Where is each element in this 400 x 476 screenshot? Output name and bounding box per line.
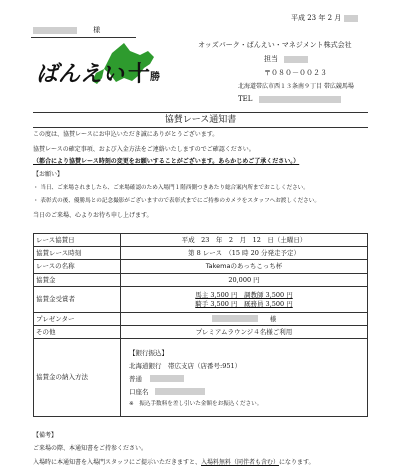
row-value: 20,000 円 (121, 274, 368, 287)
remarks-line-1: ご来場の際、本通知書をご持参ください。 (33, 445, 148, 452)
table-row (34, 313, 368, 326)
contact-name-redacted (284, 56, 308, 63)
row-label: レースの名称 (34, 260, 121, 274)
presenter-name-redacted (212, 315, 258, 322)
company-address: 北海道帯広市西１３条南９丁目 帯広競馬場 (238, 83, 354, 90)
row-label: レース協賛日 (34, 234, 121, 247)
table-row (34, 287, 368, 313)
remarks-heading: 【備考】 (33, 432, 58, 439)
remarks-line-2 (33, 458, 315, 467)
intro-line-2: 協賛レースの確定事項、および入金方法をご連絡いたしますのでご確認ください。 (33, 146, 255, 153)
row-label: その他 (34, 326, 121, 339)
row-label: プレゼンター (34, 313, 121, 326)
addressee (33, 25, 100, 35)
svg-text:ばんえい: ばんえい (36, 61, 125, 87)
issue-date (291, 13, 358, 23)
remarks-line-2-end: になります。 (279, 459, 315, 466)
row-label: 協賛金受賞者 (34, 287, 121, 313)
date-text: 平成 23 年 2 月 (291, 14, 342, 22)
remarks-free-entry: 入場料無料（同伴者も含む） (201, 459, 280, 466)
hokkaido-map-icon (34, 37, 184, 97)
notice-1: ・ 当日、ご来場されましたら、ご来場確認のため入場門１階西側つきあたり総合案内所までおこしください。 (33, 185, 309, 191)
addressee-name-redacted (33, 27, 77, 34)
presenter-suffix: 様 (269, 314, 277, 323)
table-row (34, 260, 368, 274)
tel-label: TEL (238, 95, 253, 103)
account-type (129, 373, 365, 386)
presenter-value (121, 313, 368, 326)
payment-heading: 【銀行振込】 (129, 348, 168, 357)
account-name-redacted (155, 388, 205, 395)
title-rule-top (33, 112, 368, 113)
prize-recipients (121, 287, 368, 313)
intro-line-3: （都合により協賛レース時刻の変更をお願いすることがございます。あらかじめご了承ください。） (33, 158, 300, 165)
notice-heading: 【お願い】 (33, 171, 64, 178)
svg-text:勝: 勝 (150, 72, 160, 83)
row-value: プレミアムラウンジ４名様ご利用 (121, 326, 368, 339)
intro-line-1: この度は、協賛レースにお申込いただき誠にありがとうございます。 (33, 131, 219, 138)
table-row (34, 247, 368, 260)
sponsorship-table (33, 233, 368, 417)
row-label: 協賛金 (34, 274, 121, 287)
notice-2: ・ 表彰式の後、優勝馬との記念撮影がございますので表彰式までにご持参のカメラをスタッフへお渡しください。 (33, 198, 320, 204)
document-title: 協賛レース通知書 (164, 115, 237, 125)
prize-line-2: 騎手 3,500 円 厩務員 3,500 円 (195, 299, 293, 308)
race-name: Takemaのあっちこっち杯 (121, 260, 368, 274)
remarks-line-2-text: 入場時に本通知書を入場門スタッフにご提示いただきますと、 (33, 459, 202, 466)
payment-details (121, 339, 368, 417)
table-row (34, 326, 368, 339)
row-value: 第 8 レース （15 時 20 分発走予定） (121, 247, 368, 260)
account-number-redacted (150, 375, 184, 382)
bank-branch: 北海道銀行 帯広支店（店番号:951） (129, 361, 242, 370)
company-tel (238, 94, 341, 104)
date-day-redacted (344, 15, 358, 22)
account-name (129, 386, 365, 399)
postal-code: 〒０８０－００２３ (264, 69, 327, 77)
table-row (34, 339, 368, 417)
account-name-label: 口座名 (129, 387, 149, 396)
contact-label: 担当 (264, 55, 278, 63)
svg-text:十: 十 (128, 61, 151, 87)
addressee-suffix: 様 (93, 26, 101, 34)
company-name: オッズパーク・ばんえい・マネジメント株式会社 (198, 41, 352, 49)
tel-number-redacted (259, 96, 341, 103)
contact (264, 54, 308, 64)
transfer-fee-note: ※ 振込手数料を差し引いた金額をお振込ください。 (129, 400, 263, 407)
table-row (34, 274, 368, 287)
banei-tokachi-logo (34, 37, 184, 97)
closing-text: 当日のご来場、心よりお待ち申し上げます。 (33, 212, 153, 219)
row-label: 協賛金の納入方法 (34, 339, 121, 417)
title-rule-bottom (33, 127, 368, 128)
row-value: 平成 23 年 2 月 12 日（土曜日） (121, 234, 368, 247)
table-row (34, 234, 368, 247)
prize-line-1: 馬主 3,500 円 調教師 3,500 円 (195, 290, 293, 299)
row-label: 協賛レース時刻 (34, 247, 121, 260)
account-type-label: 普通 (129, 374, 142, 383)
